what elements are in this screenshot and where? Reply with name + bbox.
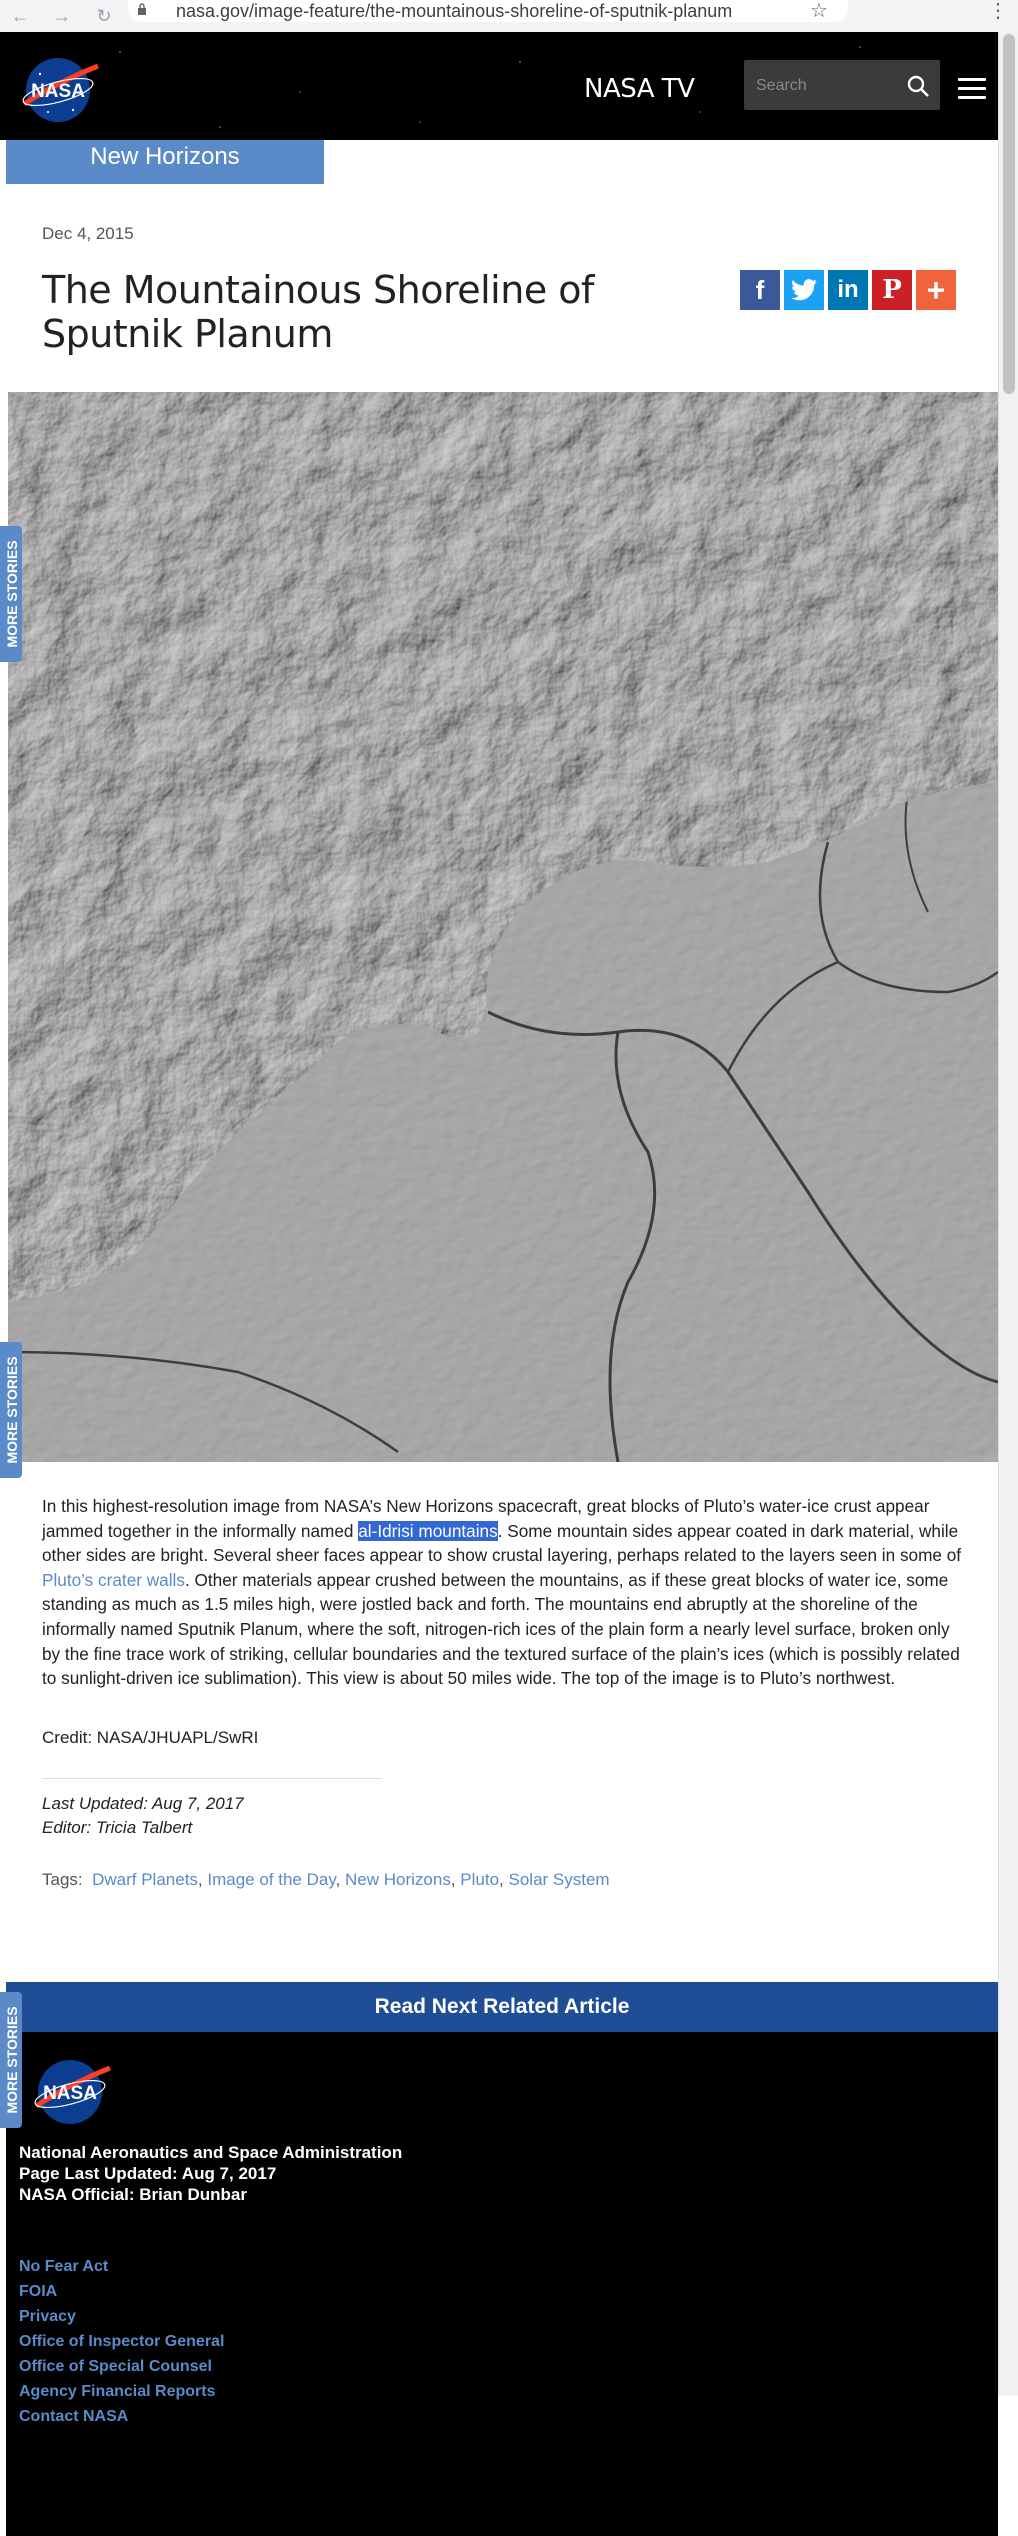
url-text[interactable]: nasa.gov/image-feature/the-mountainous-shoreline-of-sputnik-planum <box>176 1 733 21</box>
page-scrollbar[interactable] <box>998 32 1018 2396</box>
article-body <box>42 1494 962 1691</box>
tag-image-of-the-day[interactable]: Image of the Day <box>207 1870 336 1889</box>
footer-link-contact-nasa[interactable]: Contact NASA <box>19 2408 129 2425</box>
tags-label: Tags: <box>42 1870 83 1889</box>
linkedin-icon: in <box>837 276 859 303</box>
hamburger-menu-icon[interactable] <box>958 78 986 100</box>
browser-toolbar <box>0 0 1018 33</box>
footer-page-updated: Page Last Updated: Aug 7, 2017 <box>19 2164 277 2183</box>
tag-pluto[interactable]: Pluto <box>460 1870 500 1889</box>
nasa-logo[interactable] <box>18 52 102 124</box>
pinterest-share-button[interactable] <box>872 270 912 310</box>
body-text-1: In this highest-resolution image from NASA’s New Horizons spacecraft, great blocks of Pluto’s water-ice crust appear jammed together in the informally named <box>42 1496 930 1541</box>
highlighted-text[interactable]: al-Idrisi mountains <box>358 1520 498 1541</box>
footer-link-privacy[interactable]: Privacy <box>19 2308 76 2325</box>
footer-link-special-counsel[interactable]: Office of Special Counsel <box>19 2358 212 2375</box>
tag-solar-system[interactable]: Solar System <box>508 1870 610 1889</box>
reload-icon[interactable]: ↻ <box>96 6 112 26</box>
footer-link-foia[interactable]: FOIA <box>19 2283 58 2300</box>
more-stories-label: MORE STORIES <box>4 1356 20 1464</box>
svg-text:NASA: NASA <box>43 2083 97 2104</box>
forward-icon[interactable]: → <box>53 6 71 26</box>
footer-links <box>19 2254 224 2429</box>
facebook-share-button[interactable] <box>740 270 780 310</box>
nasa-tv-link[interactable]: NASA TV <box>584 74 695 104</box>
pluto-surface-image <box>8 392 998 1462</box>
search-box <box>744 60 940 110</box>
tag-dwarf-planets[interactable]: Dwarf Planets <box>92 1870 198 1889</box>
lock-icon <box>137 3 147 15</box>
site-header <box>0 32 998 140</box>
article-date: Dec 4, 2015 <box>42 224 134 243</box>
more-share-button[interactable] <box>916 270 956 310</box>
footer-link-inspector-general[interactable]: Office of Inspector General <box>19 2333 225 2350</box>
tags: Tags: Dwarf Planets, Image of the Day, New Horizons, Pluto, Solar System <box>42 1870 610 1889</box>
search-icon[interactable] <box>906 74 930 98</box>
twitter-share-button[interactable] <box>784 270 824 310</box>
divider <box>42 1778 382 1779</box>
more-stories-tab[interactable] <box>0 526 22 662</box>
footer-link-no-fear-act[interactable]: No Fear Act <box>19 2258 109 2275</box>
page-title: The Mountainous Shoreline of Sputnik Planum <box>42 268 594 356</box>
more-stories-label: MORE STORIES <box>4 540 20 648</box>
more-stories-tab[interactable] <box>0 1992 22 2128</box>
pinterest-icon: P <box>882 275 902 305</box>
mission-tab[interactable]: New Horizons <box>6 140 324 184</box>
read-next-button[interactable]: Read Next Related Article <box>6 1982 998 2032</box>
browser-menu-icon[interactable]: ⋮ <box>988 0 1008 22</box>
nasa-footer-logo[interactable] <box>30 2054 114 2126</box>
body-text-2: . Some mountain sides appear coated in dark material, while other sides are bright. Several sheer faces appear to show crustal layering, perhaps related to the layers seen in some of <box>42 1520 962 1566</box>
back-icon[interactable]: ← <box>11 6 29 26</box>
svg-text:NASA: NASA <box>31 81 85 102</box>
facebook-icon: f <box>755 274 765 305</box>
image-credit: Credit: NASA/JHUAPL/SwRI <box>42 1728 259 1747</box>
scrollbar-thumb[interactable] <box>1003 34 1015 394</box>
last-updated: Last Updated: Aug 7, 2017 <box>42 1794 244 1813</box>
pluto-crater-walls-link[interactable]: Pluto’s crater walls <box>42 1569 185 1590</box>
plus-icon: + <box>926 271 946 308</box>
more-stories-tab[interactable] <box>0 1342 22 1478</box>
footer-official: NASA Official: Brian Dunbar <box>19 2185 247 2204</box>
footer-link-financial-reports[interactable]: Agency Financial Reports <box>19 2383 216 2400</box>
footer-org-name: National Aeronautics and Space Administration <box>19 2143 403 2162</box>
footer-org-info <box>19 2142 402 2205</box>
linkedin-share-button[interactable] <box>828 270 868 310</box>
search-input[interactable] <box>754 72 898 100</box>
tag-new-horizons[interactable]: New Horizons <box>345 1870 451 1889</box>
editor: Editor: Tricia Talbert <box>42 1818 193 1837</box>
twitter-icon <box>791 279 817 301</box>
bookmark-star-icon[interactable]: ☆ <box>810 0 828 22</box>
more-stories-label: MORE STORIES <box>4 2006 20 2114</box>
body-text-3: . Other materials appear crushed between the mountains, as if these great blocks of water ice, some standing as much as 1.5 miles high, were jostled back and forth. The mountains end abruptly at the shoreline of the informally named Sputnik Planum, where the soft, nitrogen-rich ices of the plain form a nearly level surface, broken only by the fine trace work of striking, cellular boundaries and the textured surface of the plain’s ices (which is possibly related to sunlight-driven ice sublimation). This view is about 50 miles wide. The top of the image is to Pluto’s northwest. <box>42 1569 960 1689</box>
